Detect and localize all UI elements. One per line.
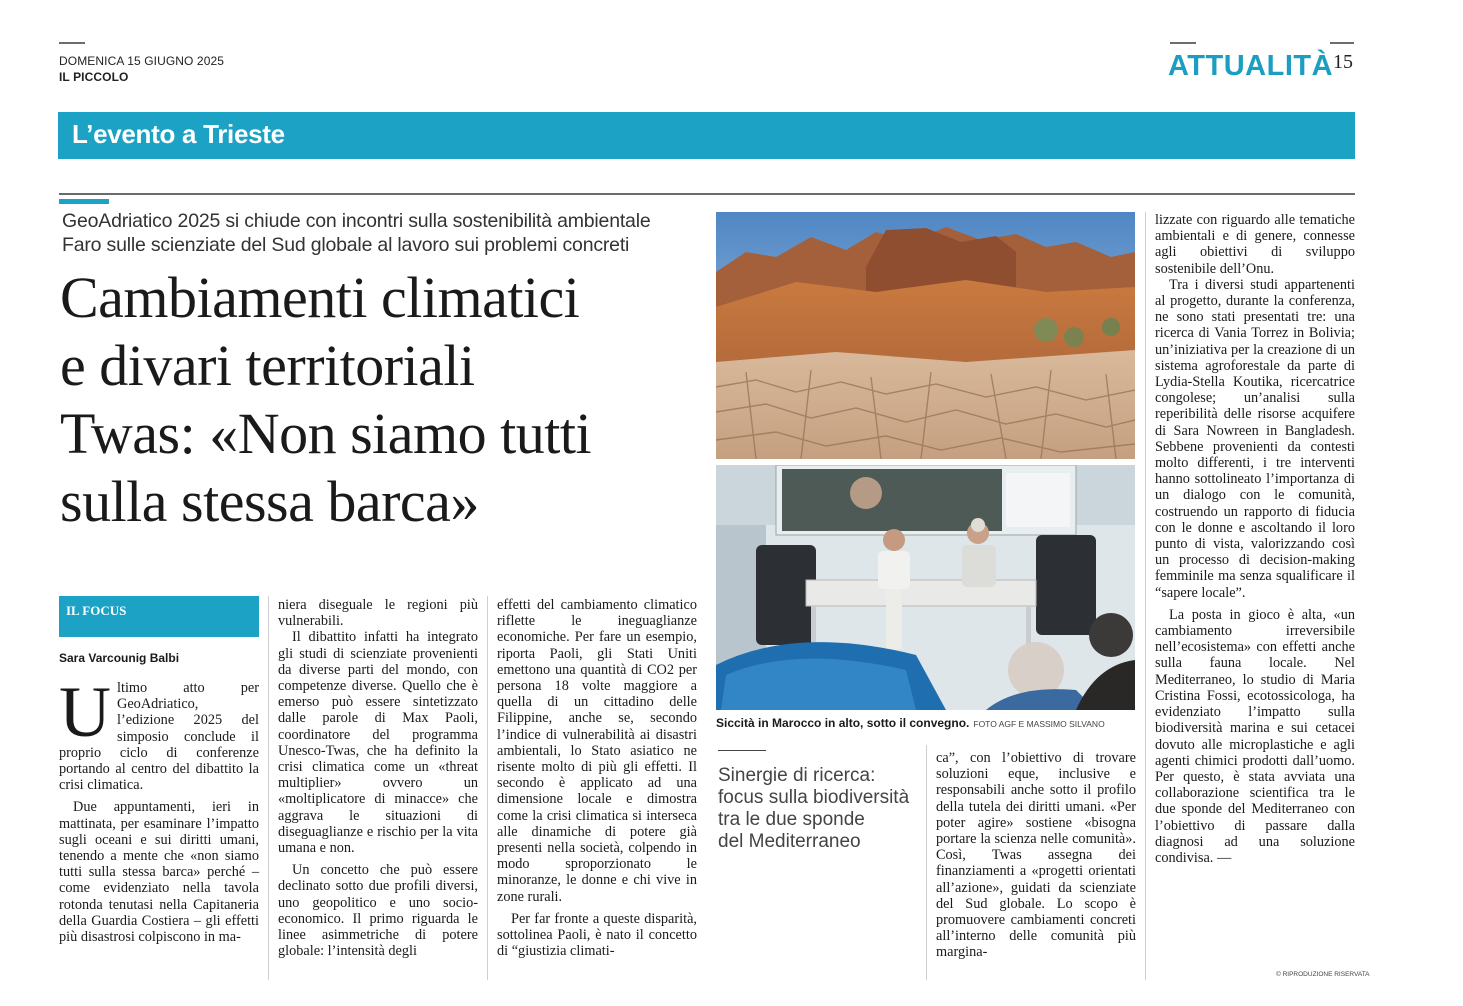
photo-credit: FOTO AGF E MASSIMO SILVANO: [973, 719, 1105, 729]
header-rule: [59, 42, 85, 44]
focus-box: [59, 596, 259, 637]
headline-line-3: Twas: «Non siamo tutti: [60, 401, 592, 466]
issue-date: DOMENICA 15 GIUGNO 2025: [59, 54, 225, 68]
column-divider: [926, 745, 927, 980]
section-rule: [1170, 42, 1196, 44]
paragraph: Tra i diversi studi appartenenti al progetto, durante la conferenza, ne sono stati presentati tre: una ricerca di Vania Torrez in Bolivia; un’iniziativa per la creazione di un sistema agroforestale da parte di Lydia-Stella Koutika, ricercatrice congolese; un’analisi sulla reperibilità delle risorse acquifere di Sara Nowreen in Bangladesh. Sebbene provenienti da contesti molto differenti, i tre interventi hanno sottolineato l’importanza di un dialogo con le comunità, costruendo un rapporto di fiducia con le donne e ascoltando il loro punto di vista, valorizzando così un processo di decision-making femminile ma senza squalificare il “sapere locale”.: [1155, 276, 1355, 601]
paragraph: lizzate con riguardo alle tematiche ambientali e di genere, connesse agli obiettivi di sviluppo sostenibile dell’Onu.: [1155, 212, 1355, 277]
paragraph: Un concetto che può essere declinato sotto due profili diversi, uno geopolitico e uno socio-economico. Il primo riguarda le linee asimmetriche di potere globale: l’intensità degli: [278, 862, 478, 960]
photo-drought-morocco: [716, 212, 1135, 459]
subhead-1: GeoAdriatico 2025 si chiude con incontri sulla sostenibilità ambientale: [62, 210, 651, 232]
pull-quote-line: Sinergie di ricerca:: [718, 765, 876, 786]
pull-quote: [718, 765, 909, 853]
lead-paragraph: [59, 672, 259, 794]
article-column-4: [936, 750, 1136, 961]
pull-quote-line: tra le due sponde: [718, 809, 865, 830]
caption-text: Siccità in Marocco in alto, sotto il convegno.: [716, 716, 970, 730]
column-divider: [487, 596, 488, 980]
page-rule: [1330, 42, 1354, 44]
photo-conference: [716, 465, 1135, 710]
column-divider: [1145, 212, 1146, 980]
paragraph: effetti del cambiamento climatico riflette le ineguaglianze economiche. Per fare un esempio, riporta Paoli, gli Stati Uniti emettono una quantità di CO2 per persona 18 volte maggiore a quella di un cittadino delle Filippine, anche se, secondo l’indice di vulnerabilità ai disastri ambientali, lo Stato asiatico ne risente molto di più gli effetti. Il secondo è applicato ad una dimensione locale e dimostra come la crisi climatica si interseca alle dinamiche di potere già presenti nella società, colpendo in modo sproporzionato le minoranze, le donne e chi vive in zone rurali.: [497, 597, 697, 905]
section-title: ATTUALITÀ: [1168, 50, 1334, 82]
subhead-2: Faro sulle scienziate del Sud globale al lavoro sui problemi concreti: [62, 234, 630, 256]
conference-illustration: [716, 465, 1135, 710]
article-column-2: [278, 597, 478, 959]
byline: Sara Varcounig Balbi: [59, 651, 180, 665]
focus-label: IL FOCUS: [66, 603, 127, 618]
paragraph: ca”, con l’obiettivo di trovare soluzioni eque, inclusive e responsabili anche sotto il profilo della tutela dei diritti umani. «Per poter agire» sostiene «bisogna portare la scienza nelle comunità». Così, Twas assegna dei finanziamenti a «progetti orientati all’azione», guidati da scienziate del Sud globale. Lo scopo è promuovere cambiamenti concreti all’interno delle comunità più margina-: [936, 750, 1136, 961]
pull-quote-line: del Mediterraneo: [718, 831, 861, 852]
article-accent-bar: [59, 199, 109, 204]
article-top-rule: [59, 193, 1355, 195]
paragraph: niera diseguale le regioni più vulnerabili.: [278, 597, 478, 630]
desert-illustration: [716, 212, 1135, 459]
newspaper-name: IL PICCOLO: [59, 70, 129, 84]
pull-quote-line: focus sulla biodiversità: [718, 787, 910, 808]
section-banner: [58, 112, 1355, 159]
headline-line-4: sulla stessa barca»: [60, 469, 479, 534]
copyright-notice: © RIPRODUZIONE RISERVATA: [1276, 971, 1370, 978]
drop-cap: U: [59, 672, 111, 752]
column-divider: [268, 596, 269, 980]
article-column-3: [497, 597, 697, 959]
banner-title: L’evento a Trieste: [72, 119, 285, 149]
paragraph: Il dibattito infatti ha integrato gli studi di scienziate provenienti da diverse parti del mondo, con competenze diverse. Quello che è emerso può essere sintetizzato dalle parole di Max Paoli, coordinatore del programma Unesco-Twas, che ha definito la crisi climatica come un «threat multiplier» ovvero un «moltiplicatore di minacce» che aggrava le situazioni di diseguaglianze e rischio per la vita umana e non.: [278, 629, 478, 857]
headline-line-2: e divari territoriali: [60, 333, 475, 398]
paragraph: Per far fronte a queste disparità, sottolinea Paoli, è nato il concetto di “giustizia climati-: [497, 910, 697, 960]
article-column-5: [1155, 212, 1355, 866]
page-number: 15: [1333, 51, 1353, 73]
headline-line-1: Cambiamenti climatici: [60, 265, 580, 330]
pull-quote-rule: [718, 750, 766, 751]
paragraph: Due appuntamenti, ieri in mattinata, per esaminare l’impatto sugli oceani e sui diritti umani, tenendo a mente che «non siamo tutti sulla stessa barca» perché – come evidenziato nella tavola rotonda tenutasi nella Capitaneria della Guardia Costiera – gli effetti più disastrosi colpiscono in ma-: [59, 799, 259, 946]
paragraph: La posta in gioco è alta, «un cambiamento irreversibile nell’ecosistema» con effetti anche sulla fauna locale. Nel Mediterraneo, lo studio di Maria Cristina Fossi, ecotossicologa, ha evidenziato l’impatto sulla biodiversità marina e sui cetacei dovuto alle microplastiche e agli agenti chimici prodotti dall’uomo. Per questo, è stata avviata una collaborazione scientifica tra le due sponde del Mediterraneo con l’obiettivo di passare dalla diagnosi ad una soluzione condivisa. —: [1155, 606, 1355, 866]
article-column-1: [59, 672, 259, 946]
photo-caption: [716, 716, 1105, 730]
lead-text: ltimo atto per GeoAdriatico, l’edizione 2025 del simposio conclude il proprio ciclo di conferenze portando al centro del dibattito la crisi climatica.: [59, 680, 259, 794]
